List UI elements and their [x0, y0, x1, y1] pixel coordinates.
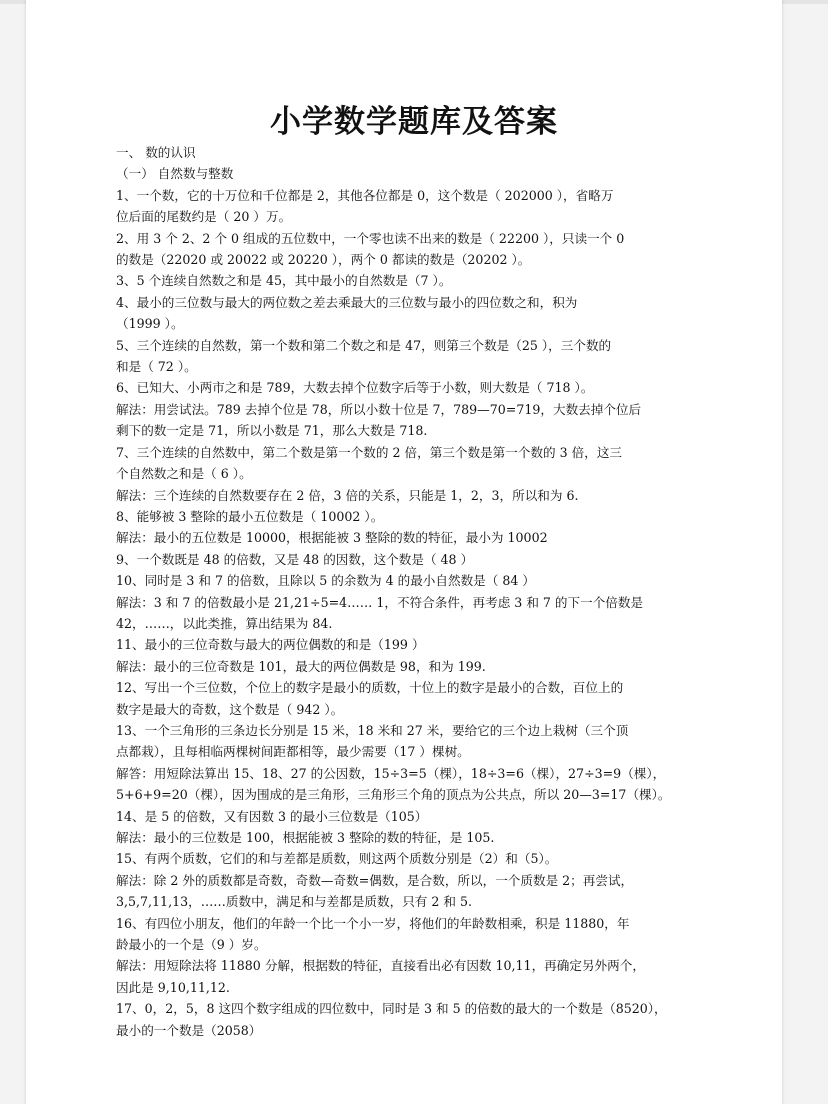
text-line: 解法：3 和 7 的倍数最小是 21,21÷5=4…… 1，不符合条件，再考虑 3 和 7 的下一个倍数是 [116, 594, 644, 610]
text-line: 2、用 3 个 2、2 个 0 组成的五位数中，一个零也读不出来的数是（ 22200 ），只读一个 0 [116, 230, 625, 246]
text-line: 最小的一个数是（2058） [116, 1022, 262, 1038]
text-line: 剩下的数一定是 71，所以小数是 71，那么大数是 718. [116, 423, 428, 439]
text-line: （1999 ）。 [116, 316, 184, 332]
text-line: 解法：最小的三位数是 100，根据能被 3 整除的数的特征，是 105. [116, 830, 495, 845]
text-line: 6、已知大、小两市之和是 789，大数去掉个位数字后等于小数，则大数是（ 718 ）。 [116, 380, 594, 396]
text-line: 解法：最小的五位数是 10000，根据能被 3 整除的数的特征，最小为 10002 [116, 530, 548, 546]
text-line: 4、最小的三位数与最大的两位数之差去乘最大的三位数与最小的四位数之和，积为 [116, 294, 578, 310]
text-line: 个自然数之和是（ 6 ）。 [116, 466, 252, 482]
text-line: 解法：最小的三位奇数是 101，最大的两位偶数是 98，和为 199. [116, 658, 486, 674]
text-line: 解答：用短除法算出 15、18、27 的公因数，15÷3=5（棵），18÷3=6（棵），27÷3=9（棵）， [116, 765, 666, 781]
text-line: 因此是 9,10,11,12. [116, 979, 230, 995]
text-line: 16、有四位小朋友，他们的年龄一个比一个小一岁，将他们的年龄数相乘，积是 11880，年 [116, 915, 630, 931]
text-line: 10、同时是 3 和 7 的倍数，且除以 5 的余数为 4 的最小自然数是（ 84 ） [116, 573, 535, 589]
text-line: 3,5,7,11,13，……质数中，满足和与差都是质数，只有 2 和 5. [116, 894, 473, 910]
text-line: 15、有两个质数，它们的和与差都是质数，则这两个质数分别是（2）和（5）。 [116, 851, 558, 867]
text-line: 5+6+9=20（棵），因为围成的是三角形，三角形三个角的顶点为公共点，所以 20—3=17（棵）。 [116, 787, 671, 803]
text-line: 42，……，以此类推，算出结果为 84. [116, 615, 333, 631]
text-line: 12、写出一个三位数，个位上的数字是最小的质数，十位上的数字是最小的合数，百位上的 [116, 680, 624, 696]
text-line: 数字是最大的奇数，这个数是（ 942 ）。 [116, 701, 344, 717]
document-title: 小学数学题库及答案 [270, 104, 558, 140]
text-line: 解法：除 2 外的质数都是奇数，奇数—奇数=偶数，是合数，所以，一个质数是 2；再尝试， [116, 872, 634, 888]
text-line: 解法：用尝试法。789 去掉个位是 78，所以小数十位是 7，789—70=719，大数去掉个位后 [116, 401, 642, 417]
text-line: 3、5 个连续自然数之和是 45，其中最小的自然数是（7 ）。 [116, 273, 452, 289]
text-line: 龄最小的一个是（9 ）岁。 [116, 937, 267, 953]
text-line: 7、三个连续的自然数中，第二个数是第一个数的 2 倍，第三个数是第一个数的 3 倍，这三 [116, 444, 623, 460]
text-line: 和是（ 72 ）。 [116, 359, 197, 375]
text-line: 解法：用短除法将 11880 分解，根据数的特征，直接看出必有因数 10,11，再确定另外两个， [116, 958, 645, 974]
text-line: 11、最小的三位奇数与最大的两位偶数的和是（199 ） [116, 637, 425, 653]
text-line: 8、能够被 3 整除的最小五位数是（ 10002 ）。 [116, 508, 384, 524]
document-body [116, 142, 691, 1041]
text-line: 位后面的尾数约是（ 20 ）万。 [116, 209, 292, 225]
text-line: 的数是（22020 或 20022 或 20220 ），两个 0 都读的数是（20202 ）。 [116, 252, 531, 268]
text-line: 17、0，2，5，8 这四个数字组成的四位数中，同时是 3 和 5 的倍数的最大的一个数是（8520）， [116, 1001, 667, 1017]
text-line: 14、是 5 的倍数，又有因数 3 的最小三位数是（105） [116, 808, 428, 824]
text-line: 点都栽），且每相临两棵树间距都相等，最少需要（17 ）棵树。 [116, 744, 470, 760]
section-heading: 一、 数的认识 [116, 145, 196, 160]
subsection-heading: （一） 自然数与整数 [116, 166, 234, 182]
text-line: 1、一个数，它的十万位和千位都是 2，其他各位都是 0，这个数是（ 202000 ），省略万 [116, 187, 614, 203]
text-line: 解法：三个连续的自然数要存在 2 倍，3 倍的关系，只能是 1，2，3，所以和为 6. [116, 487, 579, 503]
text-line: 13、一个三角形的三条边长分别是 15 米，18 米和 27 米，要给它的三个边上栽树（三个顶 [116, 722, 629, 738]
text-line: 9、一个数既是 48 的倍数，又是 48 的因数，这个数是（ 48 ） [116, 551, 474, 567]
text-line: 5、三个连续的自然数，第一个数和第二个数之和是 47，则第三个数是（25 ），三个数的 [116, 337, 612, 353]
